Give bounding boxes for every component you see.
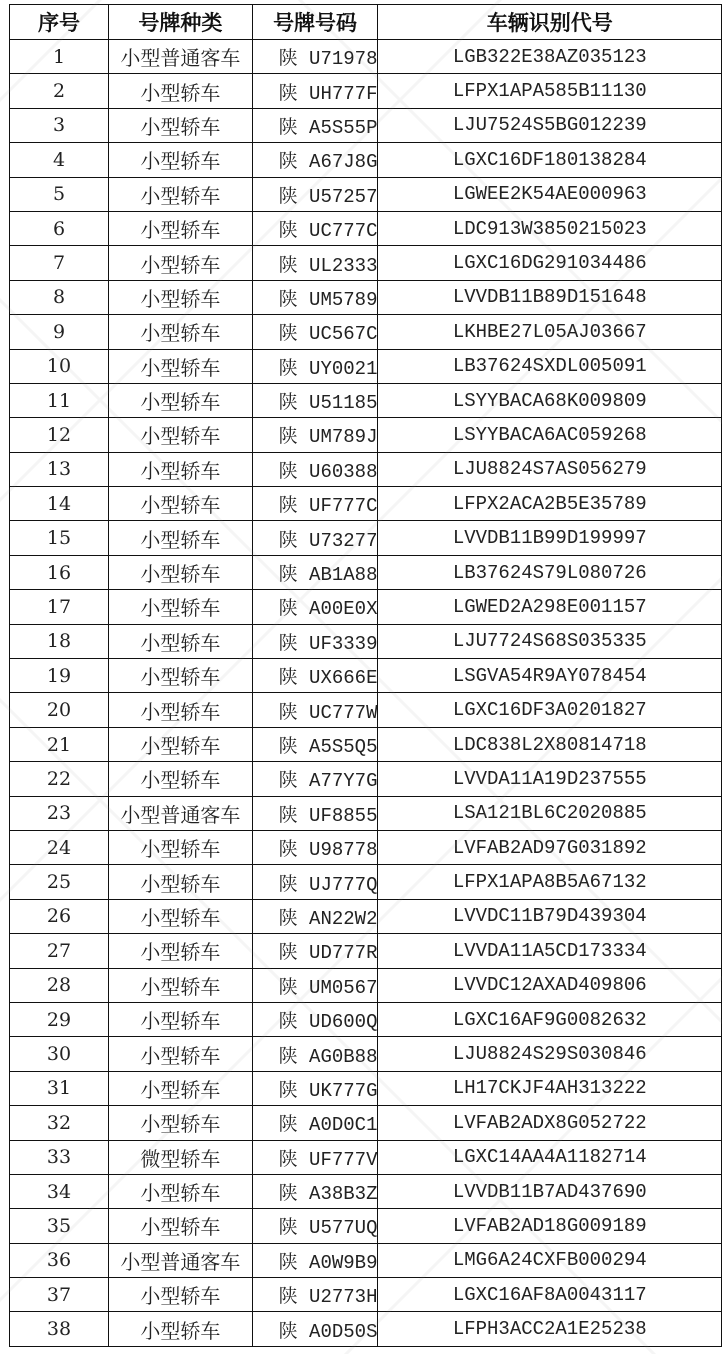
cell-plate-number: 陕 UH777F — [252, 74, 378, 108]
cell-vin: LVVDA11A19D237555 — [378, 762, 722, 796]
cell-vin: LSA121BL6C2020885 — [378, 796, 722, 830]
cell-vin: LSGVA54R9AY078454 — [378, 659, 722, 693]
cell-plate-number: 陕 U51185 — [252, 383, 378, 417]
cell-plate-number: 陕 AG0B88 — [252, 1037, 378, 1071]
cell-plate-type: 小型轿车 — [109, 1106, 253, 1140]
cell-plate-type: 小型轿车 — [109, 555, 253, 589]
cell-vin: LJU8824S7AS056279 — [378, 452, 722, 486]
cell-seq: 29 — [10, 1002, 109, 1036]
table-row — [10, 1002, 722, 1036]
cell-vin: LVFAB2ADX8G052722 — [378, 1106, 722, 1140]
cell-plate-number: 陕 UF777C — [252, 487, 378, 521]
cell-plate-type: 小型轿车 — [109, 1002, 253, 1036]
cell-plate-number: 陕 A5S5Q5 — [252, 727, 378, 761]
cell-vin: LVVDB11B89D151648 — [378, 280, 722, 314]
cell-seq: 25 — [10, 865, 109, 899]
cell-plate-number: 陕 U2773H — [252, 1278, 378, 1312]
cell-plate-type: 小型轿车 — [109, 349, 253, 383]
cell-vin: LJU7524S5BG012239 — [378, 108, 722, 142]
cell-seq: 10 — [10, 349, 109, 383]
cell-plate-number: 陕 UD777R — [252, 934, 378, 968]
cell-seq: 15 — [10, 521, 109, 555]
table-row — [10, 659, 722, 693]
table-row — [10, 968, 722, 1002]
cell-vin: LFPX1APA585B11130 — [378, 74, 722, 108]
cell-plate-type: 小型轿车 — [109, 1278, 253, 1312]
cell-plate-type: 小型普通客车 — [109, 40, 253, 74]
cell-seq: 14 — [10, 487, 109, 521]
cell-plate-number: 陕 UD600Q — [252, 1002, 378, 1036]
table-row — [10, 1312, 722, 1346]
cell-plate-number: 陕 UC567C — [252, 315, 378, 349]
cell-plate-number: 陕 UC777C — [252, 211, 378, 245]
cell-vin: LGXC16AF8A0043117 — [378, 1278, 722, 1312]
table-row — [10, 762, 722, 796]
cell-seq: 23 — [10, 796, 109, 830]
cell-plate-type: 小型轿车 — [109, 899, 253, 933]
cell-plate-type: 小型轿车 — [109, 246, 253, 280]
cell-plate-number: 陕 UC777W — [252, 693, 378, 727]
table-row — [10, 315, 722, 349]
table-row — [10, 211, 722, 245]
cell-plate-type: 小型轿车 — [109, 521, 253, 555]
cell-seq: 13 — [10, 452, 109, 486]
cell-seq: 18 — [10, 624, 109, 658]
table-header-row — [10, 5, 722, 40]
cell-plate-type: 微型轿车 — [109, 1140, 253, 1174]
table-row — [10, 865, 722, 899]
cell-vin: LGXC14AA4A1182714 — [378, 1140, 722, 1174]
table-row — [10, 521, 722, 555]
table-row — [10, 108, 722, 142]
cell-vin: LB37624SXDL005091 — [378, 349, 722, 383]
cell-vin: LGXC16DF180138284 — [378, 143, 722, 177]
cell-plate-number: 陕 U71978 — [252, 40, 378, 74]
cell-seq: 3 — [10, 108, 109, 142]
cell-plate-number: 陕 U57257 — [252, 177, 378, 211]
cell-seq: 31 — [10, 1071, 109, 1105]
cell-plate-number: 陕 UJ777Q — [252, 865, 378, 899]
table-row — [10, 1174, 722, 1208]
cell-seq: 28 — [10, 968, 109, 1002]
cell-plate-number: 陕 UK777G — [252, 1071, 378, 1105]
cell-plate-number: 陕 U98778 — [252, 830, 378, 864]
cell-seq: 32 — [10, 1106, 109, 1140]
cell-plate-number: 陕 A38B3Z — [252, 1174, 378, 1208]
cell-plate-number: 陕 UM789J — [252, 418, 378, 452]
cell-seq: 4 — [10, 143, 109, 177]
cell-vin: LVFAB2AD97G031892 — [378, 830, 722, 864]
table-row — [10, 830, 722, 864]
table-body — [10, 40, 722, 1347]
cell-vin: LFPX1APA8B5A67132 — [378, 865, 722, 899]
cell-plate-type: 小型轿车 — [109, 1174, 253, 1208]
cell-plate-number: 陕 UF777V — [252, 1140, 378, 1174]
table-row — [10, 1209, 722, 1243]
cell-plate-number: 陕 U60388 — [252, 452, 378, 486]
cell-vin: LGXC16DF3A0201827 — [378, 693, 722, 727]
cell-plate-type: 小型轿车 — [109, 383, 253, 417]
table-row — [10, 74, 722, 108]
cell-plate-type: 小型普通客车 — [109, 796, 253, 830]
cell-plate-number: 陕 A77Y7G — [252, 762, 378, 796]
cell-vin: LVVDB11B7AD437690 — [378, 1174, 722, 1208]
cell-plate-type: 小型轿车 — [109, 108, 253, 142]
table-row — [10, 383, 722, 417]
table-row — [10, 693, 722, 727]
cell-vin: LB37624S79L080726 — [378, 555, 722, 589]
cell-plate-type: 小型轿车 — [109, 1209, 253, 1243]
cell-vin: LVVDC12AXAD409806 — [378, 968, 722, 1002]
table-row — [10, 1106, 722, 1140]
cell-plate-number: 陕 UF3339 — [252, 624, 378, 658]
cell-plate-number: 陕 UL2333 — [252, 246, 378, 280]
cell-seq: 37 — [10, 1278, 109, 1312]
cell-seq: 38 — [10, 1312, 109, 1346]
cell-vin: LSYYBACA68K009809 — [378, 383, 722, 417]
table-row — [10, 1243, 722, 1277]
cell-seq: 26 — [10, 899, 109, 933]
cell-vin: LJU7724S68S035335 — [378, 624, 722, 658]
cell-vin: LVVDB11B99D199997 — [378, 521, 722, 555]
cell-vin: LDC838L2X80814718 — [378, 727, 722, 761]
table-row — [10, 246, 722, 280]
cell-plate-type: 小型轿车 — [109, 727, 253, 761]
cell-seq: 30 — [10, 1037, 109, 1071]
cell-plate-type: 小型轿车 — [109, 418, 253, 452]
table-row — [10, 1278, 722, 1312]
cell-vin: LVFAB2AD18G009189 — [378, 1209, 722, 1243]
cell-seq: 11 — [10, 383, 109, 417]
cell-seq: 19 — [10, 659, 109, 693]
cell-plate-number: 陕 U577UQ — [252, 1209, 378, 1243]
cell-plate-type: 小型轿车 — [109, 280, 253, 314]
table-row — [10, 487, 722, 521]
cell-plate-type: 小型轿车 — [109, 762, 253, 796]
table-row — [10, 727, 722, 761]
cell-vin: LDC913W3850215023 — [378, 211, 722, 245]
vehicle-table — [9, 4, 722, 1347]
cell-plate-type: 小型轿车 — [109, 177, 253, 211]
cell-plate-type: 小型轿车 — [109, 315, 253, 349]
table-row — [10, 934, 722, 968]
table-row — [10, 452, 722, 486]
table-row — [10, 1037, 722, 1071]
cell-plate-type: 小型轿车 — [109, 865, 253, 899]
cell-seq: 2 — [10, 74, 109, 108]
cell-plate-type: 小型轿车 — [109, 211, 253, 245]
cell-plate-number: 陕 A5S55P — [252, 108, 378, 142]
cell-seq: 16 — [10, 555, 109, 589]
cell-seq: 24 — [10, 830, 109, 864]
cell-plate-type: 小型普通客车 — [109, 1243, 253, 1277]
cell-plate-type: 小型轿车 — [109, 590, 253, 624]
cell-seq: 17 — [10, 590, 109, 624]
cell-plate-type: 小型轿车 — [109, 1312, 253, 1346]
cell-plate-number: 陕 A0W9B9 — [252, 1243, 378, 1277]
table-row — [10, 143, 722, 177]
cell-seq: 7 — [10, 246, 109, 280]
table-row — [10, 418, 722, 452]
header-plate-type: 号牌种类 — [109, 5, 253, 40]
cell-plate-number: 陕 UY0021 — [252, 349, 378, 383]
cell-seq: 34 — [10, 1174, 109, 1208]
cell-vin: LGWEE2K54AE000963 — [378, 177, 722, 211]
cell-plate-number: 陕 UM0567 — [252, 968, 378, 1002]
cell-vin: LKHBE27L05AJ03667 — [378, 315, 722, 349]
cell-seq: 33 — [10, 1140, 109, 1174]
table-row — [10, 555, 722, 589]
cell-plate-type: 小型轿车 — [109, 1071, 253, 1105]
table-row — [10, 349, 722, 383]
cell-plate-number: 陕 AB1A88 — [252, 555, 378, 589]
cell-seq: 8 — [10, 280, 109, 314]
cell-plate-number: 陕 A67J8G — [252, 143, 378, 177]
cell-plate-type: 小型轿车 — [109, 693, 253, 727]
table-row — [10, 590, 722, 624]
cell-plate-type: 小型轿车 — [109, 487, 253, 521]
cell-vin: LSYYBACA6AC059268 — [378, 418, 722, 452]
table-row — [10, 624, 722, 658]
cell-plate-type: 小型轿车 — [109, 143, 253, 177]
cell-vin: LMG6A24CXFB000294 — [378, 1243, 722, 1277]
cell-vin: LH17CKJF4AH313222 — [378, 1071, 722, 1105]
cell-seq: 20 — [10, 693, 109, 727]
cell-plate-number: 陕 AN22W2 — [252, 899, 378, 933]
cell-plate-type: 小型轿车 — [109, 968, 253, 1002]
table-row — [10, 796, 722, 830]
cell-seq: 12 — [10, 418, 109, 452]
cell-vin: LGB322E38AZ035123 — [378, 40, 722, 74]
cell-plate-type: 小型轿车 — [109, 659, 253, 693]
cell-plate-type: 小型轿车 — [109, 1037, 253, 1071]
table-row — [10, 40, 722, 74]
cell-seq: 6 — [10, 211, 109, 245]
table-row — [10, 280, 722, 314]
cell-seq: 1 — [10, 40, 109, 74]
cell-seq: 5 — [10, 177, 109, 211]
cell-vin: LGXC16AF9G0082632 — [378, 1002, 722, 1036]
cell-plate-number: 陕 U73277 — [252, 521, 378, 555]
cell-plate-number: 陕 A0D50S — [252, 1312, 378, 1346]
cell-seq: 9 — [10, 315, 109, 349]
header-vin: 车辆识别代号 — [378, 5, 722, 40]
cell-seq: 36 — [10, 1243, 109, 1277]
cell-plate-type: 小型轿车 — [109, 452, 253, 486]
cell-seq: 35 — [10, 1209, 109, 1243]
cell-plate-number: 陕 UM5789 — [252, 280, 378, 314]
table-row — [10, 899, 722, 933]
cell-plate-number: 陕 A0D0C1 — [252, 1106, 378, 1140]
cell-plate-number: 陕 UF8855 — [252, 796, 378, 830]
cell-plate-type: 小型轿车 — [109, 624, 253, 658]
table-row — [10, 177, 722, 211]
cell-vin: LGXC16DG291034486 — [378, 246, 722, 280]
cell-seq: 27 — [10, 934, 109, 968]
cell-seq: 21 — [10, 727, 109, 761]
cell-vin: LGWED2A298E001157 — [378, 590, 722, 624]
table-row — [10, 1071, 722, 1105]
cell-vin: LJU8824S29S030846 — [378, 1037, 722, 1071]
cell-vin: LFPX2ACA2B5E35789 — [378, 487, 722, 521]
cell-seq: 22 — [10, 762, 109, 796]
header-seq: 序号 — [10, 5, 109, 40]
cell-vin: LVVDA11A5CD173334 — [378, 934, 722, 968]
cell-plate-type: 小型轿车 — [109, 74, 253, 108]
cell-plate-number: 陕 UX666E — [252, 659, 378, 693]
cell-vin: LVVDC11B79D439304 — [378, 899, 722, 933]
header-plate-number: 号牌号码 — [252, 5, 378, 40]
cell-plate-number: 陕 A00E0X — [252, 590, 378, 624]
cell-plate-type: 小型轿车 — [109, 934, 253, 968]
cell-vin: LFPH3ACC2A1E25238 — [378, 1312, 722, 1346]
table-row — [10, 1140, 722, 1174]
cell-plate-type: 小型轿车 — [109, 830, 253, 864]
